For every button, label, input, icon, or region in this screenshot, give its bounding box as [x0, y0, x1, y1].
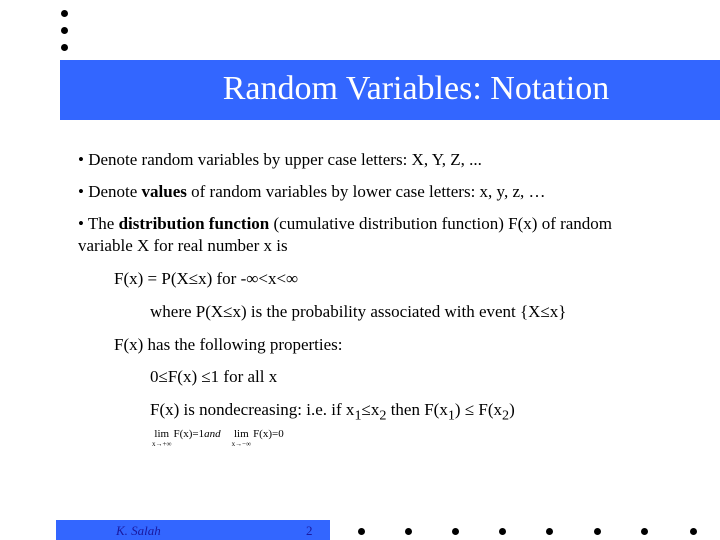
bullet-2-bold: values [141, 182, 187, 201]
decor-dot [358, 528, 365, 535]
bullet-2 [78, 182, 546, 202]
decor-dot [690, 528, 697, 535]
decor-dot [594, 528, 601, 535]
bullet-3-bold: distribution function [118, 214, 270, 233]
bullet-3 [78, 214, 612, 234]
lim1-sub: x→+∞ [152, 440, 172, 448]
lim1-label: lim [154, 428, 170, 440]
limits-and: and [204, 428, 221, 440]
property-nondecreasing [150, 400, 515, 424]
prop2-text-a: F(x) is nondecreasing: i.e. if x [150, 400, 355, 419]
property-bounds: 0≤F(x) ≤1 for all x [150, 367, 278, 386]
prop2-text-d: ) ≤ F(x [454, 400, 503, 419]
bullet-3-suffix: (cumulative distribution function) F(x) of random [269, 214, 613, 233]
decor-dot [61, 27, 68, 34]
decor-dot [546, 528, 553, 535]
footer-bar [56, 520, 330, 540]
prop2-text-b: ≤x [361, 400, 380, 419]
limits-formula [152, 428, 284, 448]
slide-title: Random Variables: Notation [222, 70, 610, 107]
bullet-2-suffix: of random variables by lower case letters: x, y, z, … [186, 182, 546, 201]
bullet-3-prefix: • The [78, 214, 119, 233]
decor-dot [61, 10, 68, 17]
limit-minus-inf [232, 428, 251, 448]
lim1-expr: F(x)=1 [173, 428, 205, 440]
footer-author: K. Salah [116, 523, 161, 538]
limit-plus-inf [152, 428, 171, 448]
decor-dot [499, 528, 506, 535]
properties-intro: F(x) has the following properties: [114, 335, 343, 354]
decor-dot [61, 44, 68, 51]
decor-dot [452, 528, 459, 535]
prop2-sub3: 1 [447, 407, 455, 424]
cdf-definition: F(x) = P(X≤x) for -∞<x<∞ [114, 269, 299, 288]
prop2-sub2: 2 [379, 407, 387, 424]
bullet-2-prefix: • Denote [78, 182, 142, 201]
page-number: 2 [306, 523, 313, 538]
prop2-sub4: 2 [502, 407, 510, 424]
bullet-1-text: • Denote random variables by upper case letters: X, Y, Z, ... [78, 150, 482, 169]
lim2-label: lim [234, 428, 249, 440]
prop2-text-e: ) [509, 400, 515, 419]
bullet-3-line-2: variable X for real number x is [78, 236, 288, 255]
decor-dot [641, 528, 648, 535]
lim2-sub: x→−∞ [231, 440, 252, 448]
lim2-expr: F(x)=0 [253, 428, 284, 440]
decor-dot [405, 528, 412, 535]
prop2-text-c: then F(x [386, 400, 448, 419]
bullet-1 [78, 150, 482, 170]
cdf-where: where P(X≤x) is the probability associated with event {X≤x} [150, 302, 567, 321]
prop2-sub1: 1 [354, 407, 362, 424]
